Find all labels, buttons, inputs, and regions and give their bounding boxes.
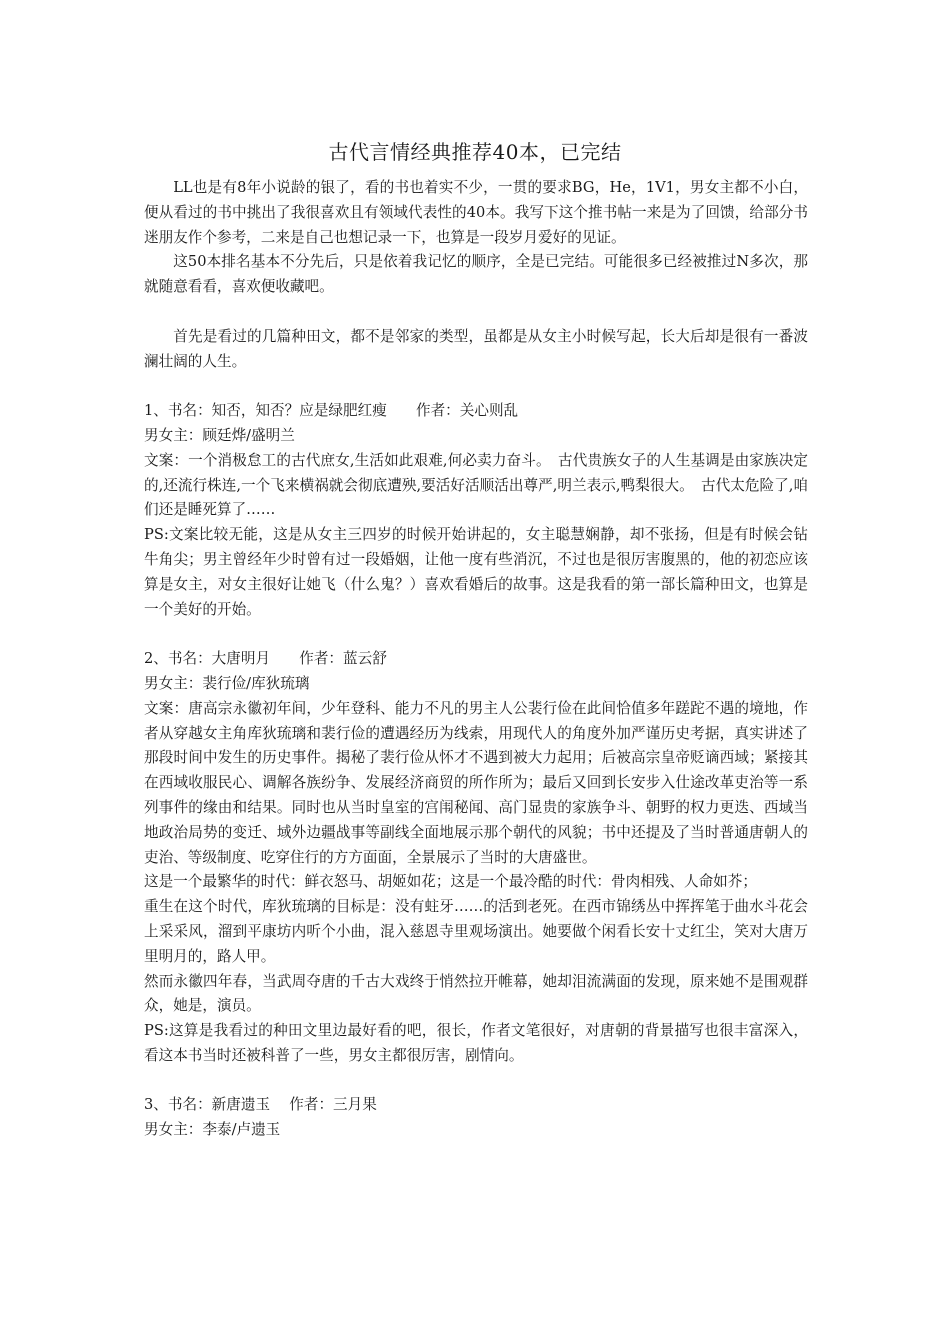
document-title: 古代言情经典推荐40本，已完结 [328,140,622,164]
spacer [144,374,808,399]
section-intro-paragraph: 首先是看过的几篇种田文，都不是邻家的类型，虽都是从女主小时候写起，长大后却是很有一番波澜壮阔的人生。 [144,327,808,370]
spacer [144,300,808,325]
book-3-heading: 3、书名：新唐遗玉 作者：三月果 [144,1096,377,1114]
book-2-leads: 男女主：裴行俭/库狄琉璃 [144,674,310,692]
book-2-paragraph-4: 然而永徽四年春，当武周夺唐的千古大戏终于悄然拉开帷幕，她却泪流满面的发现，原来她不是围观群众，她是，演员。 [144,972,808,1015]
book-2-heading: 2、书名：大唐明月 作者：蓝云舒 [144,650,387,668]
spacer [144,1069,808,1094]
book-2-note: PS:这算是我看过的种田文里边最好看的吧，很长，作者文笔很好，对唐朝的背景描写也很丰富深入，看这本书当时还被科普了一些，男女主都很厉害，剧情向。 [144,1022,808,1064]
book-2-synopsis: 文案：唐高宗永徽初年间，少年登科、能力不凡的男主人公裴行俭在此间恰值多年蹉跎不遇的境地，作者从穿越女主角库狄琉璃和裴行俭的遭遇经历为线索，用现代人的角度外加严谨历史考据，真实讲述了那段时间中发生的历史事件。揭秘了裴行俭从怀才不遇到被大力起用；后被高宗皇帝贬谪西域；紧接其在西域收服民心、调解各族纷争、发展经济商贸的所作所为；最后又回到长安步入仕途改革吏治等一系列事件的缘由和结果。同时也从当时皇室的宫闱秘闻、高门显贵的家族争斗、朝野的权力更迭、西域当地政治局势的变迁、域外边疆战事等副线全面地展示那个朝代的风貌；书中还提及了当时普通唐朝人的吏治、等级制度、吃穿住行的方方面面，全景展示了当时的大唐盛世。 [144,699,808,866]
book-3-leads: 男女主：李泰/卢遗玉 [144,1121,281,1139]
book-1-heading: 1、书名：知否，知否？应是绿肥红瘦 作者：关心则乱 [144,402,519,420]
book-1-leads: 男女主：顾廷烨/盛明兰 [144,426,295,444]
book-1-synopsis: 文案：一个消极怠工的古代庶女,生活如此艰难,何必卖力奋斗。 古代贵族女子的人生基调是由家族决定的,还流行株连,一个飞来横祸就会彻底遭殃,要活好活顺活出尊严,明兰表示,鸭梨很大。 古代太危险了,咱们还是睡死算了…… [144,451,808,519]
intro-paragraph-1: LL也是有8年小说龄的银了，看的书也着实不少，一贯的要求BG，He，1V1，男女主都不小白，便从看过的书中挑出了我很喜欢且有领域代表性的40本。我写下这个推书帖一来是为了回馈，给部分书迷朋友作个参考，二来是自己也想记录一下，也算是一段岁月爱好的见证。 [144,179,808,246]
spacer [144,622,808,647]
book-2-paragraph-3: 重生在这个时代，库狄琉璃的目标是：没有蛀牙……的活到老死。在西市锦绣丛中挥挥笔于曲水斗花会上采采风，溜到平康坊内听个小曲，混入慈恩寺里观场演出。她要做个闲看长安十丈红尘，笑对大唐万里明月的，路人甲。 [144,898,808,965]
book-1-note: PS:文案比较无能，这是从女主三四岁的时候开始讲起的，女主聪慧娴静，却不张扬，但是有时候会钻牛角尖；男主曾经年少时曾有过一段婚姻，让他一度有些消沉，不过也是很厉害腹黑的，他的初恋应该算是女主，对女主很好让她飞（什么鬼？）喜欢看婚后的故事。这是我看的第一部长篇种田文，也算是一个美好的开始。 [144,526,808,618]
book-2-paragraph-2: 这是一个最繁华的时代：鲜衣怒马、胡姬如花；这是一个最冷酷的时代：骨肉相残、人命如芥； [144,873,757,891]
document-body [144,176,808,1143]
intro-paragraph-2: 这50本排名基本不分先后，只是依着我记忆的顺序，全是已完结。可能很多已经被推过N多次，那就随意看看，喜欢便收藏吧。 [144,253,808,296]
